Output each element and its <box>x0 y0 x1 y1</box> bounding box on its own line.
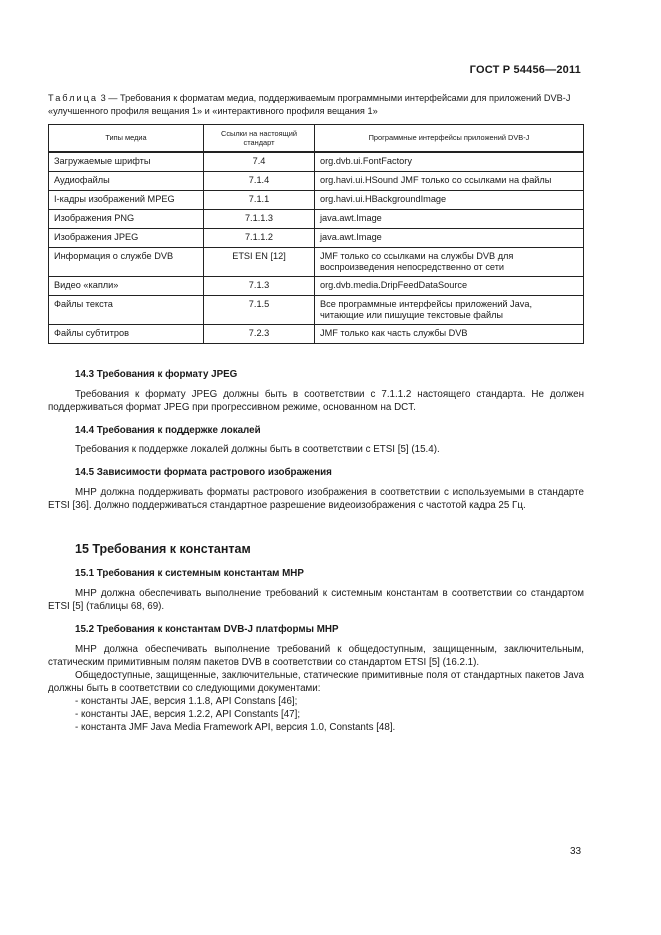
media-formats-table <box>48 124 584 344</box>
cell-api: Все программные интерфейсы приложений Java, читающие или пишущие текстовые файлы <box>315 296 584 325</box>
cell-reference: 7.1.1 <box>204 191 315 210</box>
heading-15-2: 15.2 Требования к константам DVB-J платформы МНР <box>75 624 339 635</box>
paragraph-15-1: МНР должна обеспечивать выполнение требований к системным константам в соответствии со стандартом ETSI [5] (таблицы 68, 69). <box>48 588 584 612</box>
cell-reference: 7.1.5 <box>204 296 315 325</box>
table-header-row <box>49 125 584 153</box>
table-row <box>49 248 584 277</box>
table-row <box>49 325 584 344</box>
heading-14-3: 14.3 Требования к формату JPEG <box>75 369 238 380</box>
cell-media-type: Файлы субтитров <box>49 325 204 344</box>
paragraph-15-2-b: Общедоступные, защищенные, заключительные, статические примитивные поля от стандартных пакетов Java должны быть в соответствии со следующими документами: <box>48 670 584 694</box>
heading-14-4: 14.4 Требования к поддержке локалей <box>75 425 261 436</box>
table-row <box>49 152 584 172</box>
table-caption-text: 3 — Требования к форматам медиа, поддерживаемым программными интерфейсами для приложений DVB-J «улучшенного профиля вещания 1» и «интерактивного профиля вещания 1» <box>48 93 571 116</box>
cell-reference: 7.1.4 <box>204 172 315 191</box>
cell-api: org.dvb.media.DripFeedDataSource <box>315 277 584 296</box>
heading-15-1: 15.1 Требования к системным константам МНР <box>75 568 304 579</box>
paragraph-14-5: МНР должна поддерживать форматы растрового изображения в соответствии с используемыми в стандарте ETSI [36]. Должно поддерживаться стандартное разрешение видеоизображения с частотой кадра 25 Гц. <box>48 487 584 511</box>
standard-code: ГОСТ Р 54456—2011 <box>469 64 581 76</box>
table-row <box>49 172 584 191</box>
cell-api: org.havi.ui.HSound JMF только со ссылками на файлы <box>315 172 584 191</box>
cell-media-type: Аудиофайлы <box>49 172 204 191</box>
cell-reference: 7.4 <box>204 152 315 172</box>
cell-media-type: Изображения JPEG <box>49 229 204 248</box>
table-row <box>49 296 584 325</box>
list-item: - константы JAE, версия 1.2.2, API Constants [47]; <box>75 709 301 720</box>
table-caption-label: Таблица <box>48 93 99 103</box>
cell-api: org.havi.ui.HBackgroundImage <box>315 191 584 210</box>
heading-14-5: 14.5 Зависимости формата растрового изображения <box>75 467 332 478</box>
paragraph-14-3: Требования к формату JPEG должны быть в соответствии с 7.1.1.2 настоящего стандарта. Не должен поддерживаться формат JPEG при прогрессивном режиме, основанном на DCT. <box>48 389 584 413</box>
list-item: - константа JMF Java Media Framework API, версия 1.0, Constants [48]. <box>75 722 396 733</box>
header-media-types: Типы медиа <box>49 125 204 153</box>
header-apis: Программные интерфейсы приложений DVB-J <box>315 125 584 153</box>
cell-media-type: I-кадры изображений MPEG <box>49 191 204 210</box>
cell-media-type: Изображения PNG <box>49 210 204 229</box>
cell-media-type: Информация о службе DVB <box>49 248 204 277</box>
table-caption <box>48 92 584 117</box>
table-row <box>49 210 584 229</box>
table-row <box>49 277 584 296</box>
header-references: Ссылки на настоящий стандарт <box>204 125 315 153</box>
cell-reference: 7.1.3 <box>204 277 315 296</box>
cell-reference: 7.2.3 <box>204 325 315 344</box>
table-row <box>49 229 584 248</box>
cell-reference: ETSI EN [12] <box>204 248 315 277</box>
heading-15: 15 Требования к константам <box>75 542 251 556</box>
cell-media-type: Загружаемые шрифты <box>49 152 204 172</box>
page-number: 33 <box>570 846 582 857</box>
table-row <box>49 191 584 210</box>
cell-api: org.dvb.ui.FontFactory <box>315 152 584 172</box>
list-item: - константы JAE, версия 1.1.8, API Constans [46]; <box>75 696 298 707</box>
cell-api: JMF только со ссылками на службы DVB для воспроизведения непосредственно от сети <box>315 248 584 277</box>
cell-api: java.awt.Image <box>315 229 584 248</box>
cell-reference: 7.1.1.2 <box>204 229 315 248</box>
cell-reference: 7.1.1.3 <box>204 210 315 229</box>
cell-api: JMF только как часть службы DVB <box>315 325 584 344</box>
paragraph-15-2-a: МНР должна обеспечивать выполнение требований к общедоступным, защищенным, заключительным, статическим примитивным полям пакетов DVB в соответствии со стандартом ETSI [5] (16.2.1). <box>48 644 584 668</box>
cell-media-type: Видео «капли» <box>49 277 204 296</box>
cell-api: java.awt.Image <box>315 210 584 229</box>
paragraph-14-4: Требования к поддержке локалей должны быть в соответствии с ETSI [5] (15.4). <box>75 444 440 455</box>
cell-media-type: Файлы текста <box>49 296 204 325</box>
